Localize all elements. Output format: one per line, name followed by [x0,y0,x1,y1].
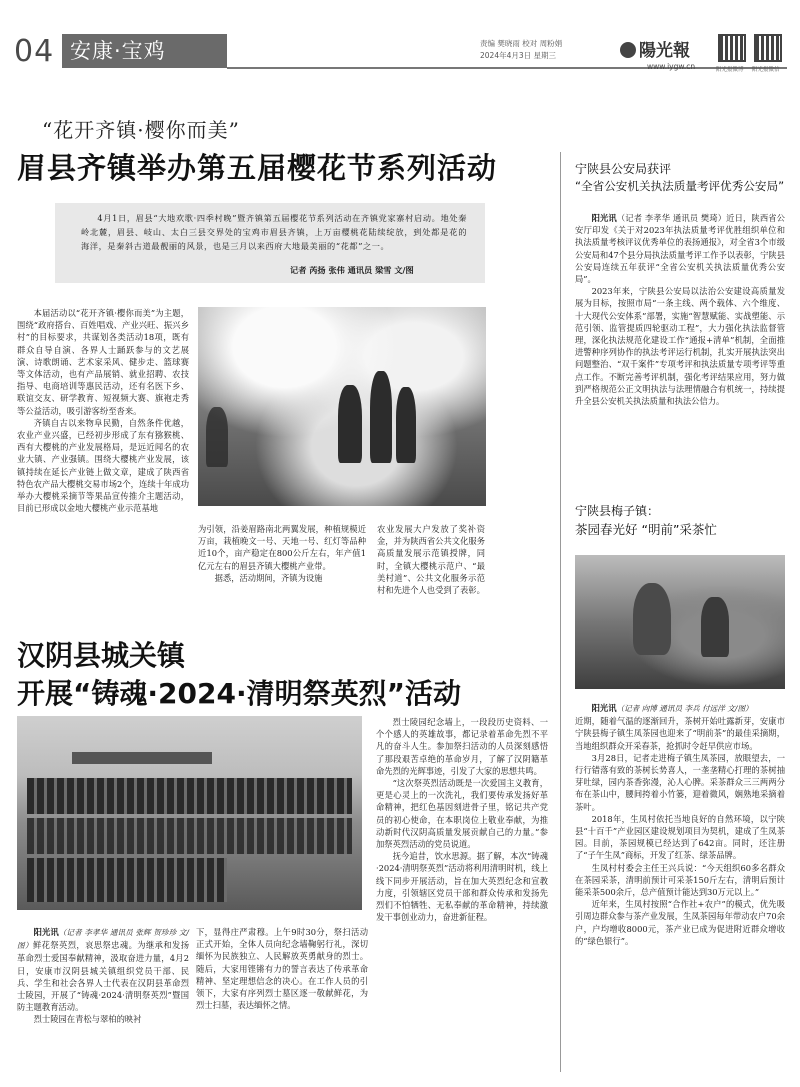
right1-byline-name: 阳光讯 [591,213,617,223]
right2-paragraph: 近期，随着气温的逐渐回升，茶树开始吐露新芽，安康市宁陕县梅子镇生凤茶园也迎来了“明前茶”的最佳采摘期，当地组织群众开采春茶，抢抓时令赶早供应市场。 [575,716,785,751]
header-divider [227,67,787,69]
article2-title-line1: 汉阴县城关镇 [17,639,186,672]
page-number: 04 [14,34,55,69]
photo-crowd-row [27,858,227,902]
sun-logo-icon [620,42,636,58]
right2-paragraph: 2018年，生凤村依托当地良好的自然环境，以宁陕县“十百千”产业园区建设规划项目为契机，建成了生凤茶园。目前，茶园规模已经达到了642亩。同时，还注册了“子午生凤”商标，开发了红茶、绿茶品牌。 [575,813,785,861]
right2-title-line2: 茶园春光好 “明前”采茶忙 [575,522,717,537]
right2-paragraph: 生凤村村委会主任王兴兵说：“今天组织60多名群众在茶园采茶，清明前预计可采茶150斤左右，清明后预计能采茶500余斤，总产值预计能达到30万元以上。” [575,862,785,898]
article1-paragraph: 据悉，活动期间，齐镇为设施 [214,572,323,583]
article1-lead-box [55,203,485,283]
article1-column-2 [198,523,366,584]
qr-label-wechat: 阳光报微信 [752,67,780,73]
article1-paragraph: 为引领，沿姜眉路南北两翼发展，种植规模近万亩，栽植晚文一号、天地一号、红灯等品种近10个，亩产稳定在800公斤左右，年产值1亿元左右的眉县齐镇大樱桃产业带。 [198,524,366,571]
right1-title-line1: 宁陕县公安局获评 [575,162,672,176]
article2-paragraph: 烈士陵园在青松与翠柏的映衬 [33,1014,142,1025]
article2-byline: （记者 李孝华 通讯员 张辉 贺珍珍 文/图） [17,928,189,951]
photo-figure [206,407,228,467]
article2-column-1 [17,926,189,1026]
right2-paragraph: 近年来，生凤村按照“合作社+农户”的模式，优先吸引周边群众参与茶产业发展，生凤茶园每年带动农户70余户，户均增收8000元，茶产业已成为促进附近群众增收的“绿色银行”。 [575,899,785,946]
article2-paragraph: 鲜花祭英烈，哀思祭忠魂。为继承和发扬革命烈士爱国奉献精神，汲取奋进力量，4月2日，安康市汉阴县城关镇组织党员干部、民兵、学生和社会各界人士代表在汉阴县革命烈士陵园，开展了“铸魂·2024·清明祭英烈”暨国防主题教育活动。 [17,940,189,1013]
article2-title-line2: 开展“铸魂·2024·清明祭英烈”活动 [17,677,462,710]
article2-paragraph: 抚今追昔，饮水思源。据了解，本次“铸魂·2024·清明祭英烈”活动将利用清明时机，线上线下同步开展活动，旨在加大英烈纪念和宣教力度，引领辖区党员干部和群众传承和发扬先烈们不怕牺牲、无私奉献的革命精神，持续激发干事创业动力，奋进新征程。 [376,851,548,923]
section-title: 安康·宝鸡 [62,34,227,68]
article1-lead: 4月1日，眉县“大地欢歌·四季村晚”暨齐镇第五届樱花节系列活动在齐镇党家寨村启动。地处秦岭北麓，眉县、岐山、太白三县交界处的宝鸡市眉县齐镇，上万亩樱桃花陆续绽放，到处都是花的海洋，是秦斜古道最靓丽的风景，也是三月以来西府大地最美丽的“花都”之一。 [81,213,467,251]
newspaper-logo [620,36,690,61]
column-divider [560,152,561,1072]
right2-byline: （记者 向博 通讯员 李兵 付远洋 文/图） [616,704,753,713]
article1-kicker: “花开齐镇·樱你而美” [42,118,240,142]
article1-byline: 记者 芮扬 张伟 通讯员 梁雪 文/图 [290,265,414,275]
qr-label-weibo: 阳光报微博 [716,67,744,73]
article1-paragraph: 本届活动以“花开齐镇·樱你而美”为主题，围绕“政府搭台、百姓唱戏、产业兴旺、振兴乡村”的目标要求，共谋划各类活动18项，既有群众自导自演、各界人士踊跃参与的文艺展演、诗歌朗诵、艺术家采风、健步走、篮球赛等文体活动，也有产品展销、就业招聘、农技指导、电商培训等惠民活动，还有名医下乡、联谊交友、研学教育、短视频大赛、旗袍走秀等公益活动，吸引游客纷至沓来。 [17,308,189,416]
article1-title: 眉县齐镇举办第五届樱花节系列活动 [17,151,498,185]
wechat-qr-icon[interactable] [754,34,782,62]
right1-title-line2: “全省公安机关执法质量考评优秀公安局” [575,179,785,193]
photo-figure [633,583,671,655]
right2-byline-name: 阳光讯 [591,703,617,713]
article2-paragraph: 烈士陵园纪念墙上，一段段历史资料、一个个感人的英雄故事，都记录着革命先烈不平凡的奋斗人生。参加祭扫活动的人员深刻感悟了那段艰苦卓绝的革命岁月，了解了汉阴籍革命先烈的光辉事迹，引发了大家的思想共鸣。 [376,717,548,776]
right1-paragraph: 2023年来，宁陕县公安局以法治公安建设高质量发展为目标，按照市局“一条主线、两个载体、六个维度、十大现代公安体系”部署，实施“智慧赋能、实战塑能、示范引领、监管提质四轮驱动工程”，大力强化执法监督管理，深化执法规范化建设工作“通报+清单”机制，全面推进警种序列协作的执法考评运行机制，扎实开展执法突出问题整治、“双千案件”专项考评和执法质量专项考评等重点工作。不断完善考评机制，强化考评结果应用，努力做到严格规范公正文明执法与法理情融合有机统一，持续提升全县公安机关执法质量和执法公信力。 [575,286,785,407]
article2-column-3 [376,716,548,923]
photo-figure [701,597,729,657]
article2-paragraph: “这次祭英烈活动既是一次爱国主义教育，更是心灵上的一次洗礼，我们要传承发扬好革命精神，把红色基因刻进骨子里，铭记共产党员的初心使命，在本职岗位上敬业奉献，为推动新时代汉阴高质量发展贡献自己的力量。”参加祭英烈活动的党员说道。 [376,778,548,850]
article2-byline-name: 阳光讯 [33,927,59,937]
right2-title-line1: 宁陕县梅子镇： [575,504,660,518]
logo-text: 陽光報 [639,41,690,61]
article2-column-2 [196,926,368,1011]
cherry-blossom-photo [198,307,486,506]
photo-figure [370,371,392,463]
website-url[interactable]: www.iygw.cn [647,62,696,71]
photo-figure [396,387,416,463]
right1-body [575,212,785,407]
article1-column-1 [17,307,189,514]
tea-picking-photo [575,555,785,689]
photo-banner [72,752,212,764]
right2-body [575,702,785,947]
photo-crowd-row [27,818,352,854]
article2-paragraph: 下，显得庄严肃穆。上午9时30分，祭扫活动正式开始，全体人员向纪念墙鞠躬行礼，深切缅怀为民族独立、人民解放英勇献身的烈士。随后，大家用铿锵有力的誓言表达了传承革命精神、坚定理想信念的决心。在工作人员的引领下，大家有序列烈士墓区逐一敬献鲜花，为烈士扫墓，表达缅怀之情。 [196,927,368,1011]
article1-paragraph: 齐镇自古以来物阜民勤，自然条件优越，农业产业兴盛，已经初步形成了东有猕猴桃、西有大樱桃的产业发展格局，是远近闻名的农业大镇、产业强镇。围绕大樱桃产业发展，该镇持续在延长产业链上做文章，建成了陕西省特色农产品大樱桃交易市场2个，连续十年成功举办大樱桃采摘节等果品宣传推介主题活动，目前已形成以金地大樱桃产业示范基地 [17,417,189,514]
right2-paragraph: 3月28日，记者走进梅子镇生凤茶园，放眼望去，一行行错落有致的茶树长势喜人，一垄垄精心打理的茶树抽芽吐绿，园内茶香弥漫，沁人心脾。采茶群众三三两两分布在茶山中，腰间挎着小竹篓，迎着微风，娴熟地采摘着茶叶。 [575,752,785,812]
editors-credit: 责编 樊晓雨 校对 周粉娟 [480,39,563,48]
weibo-qr-icon[interactable] [718,34,746,62]
article1-column-3 [377,523,485,596]
photo-crowd-row [27,778,352,814]
article1-paragraph: 农业发展大户发放了奖补资金，并为陕西省公共文化服务高质量发展示范镇授牌，同时，全镇大樱桃示范户、“最美村道”、公共文化服务示范村和先进个人也受到了表彰。 [377,524,485,596]
right1-paragraph: （记者 李孝华 通讯员 樊琦）近日，陕西省公安厅印发《关于对2023年执法质量考评优胜组织单位和执法质量考核评议优秀单位的表扬通报》，对全省3个市级公安局和47个县分局执法质量考评工作予以表彰，宁陕县公安局连续五年获评“全省公安机关执法质量优秀公安局”。 [575,213,785,285]
issue-date: 2024年4月3日 星期三 [480,51,557,60]
photo-figure [338,385,362,463]
memorial-ceremony-photo [17,716,362,910]
